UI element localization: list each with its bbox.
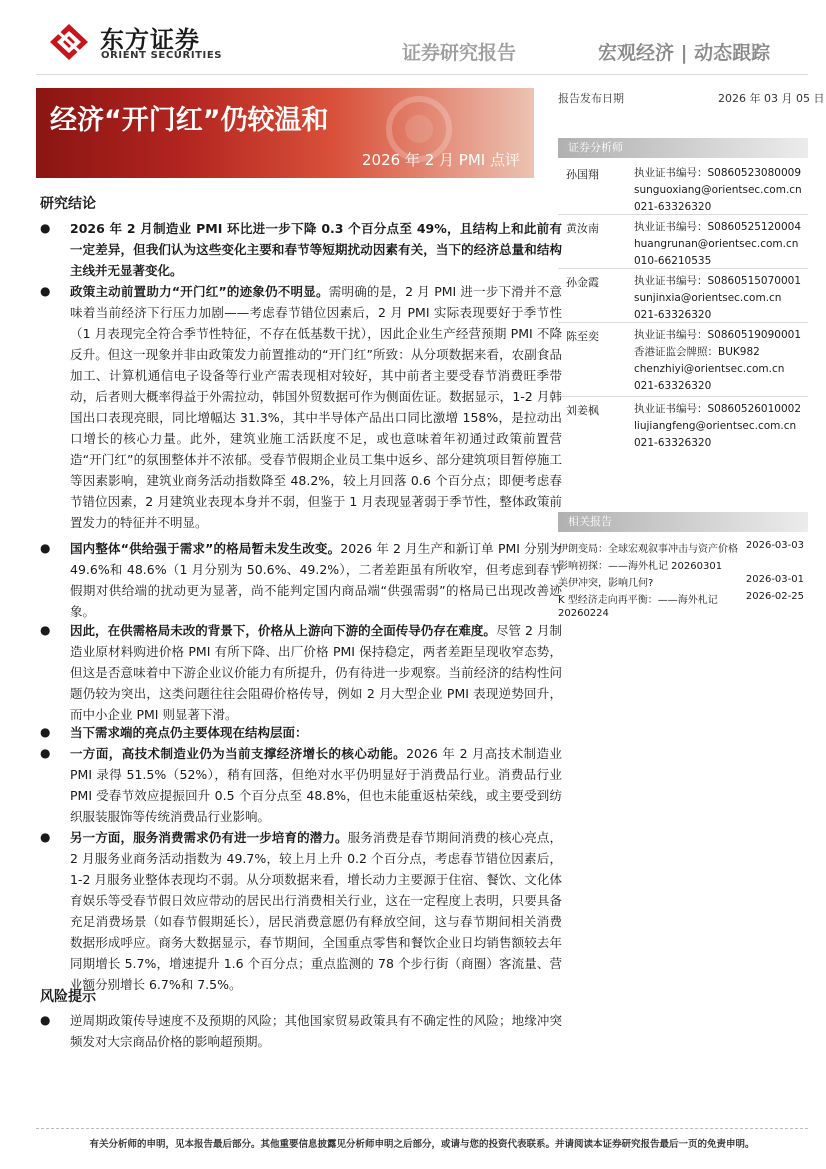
point-bold-text: 国内整体“供给强于需求”的格局暂未发生改变。 xyxy=(70,541,341,556)
conclusion-heading: 研究结论 xyxy=(40,196,96,212)
analyst-license: 执业证书编号：S0860526010002 xyxy=(634,403,802,415)
analyst-divider xyxy=(558,322,808,323)
point-text: 服务消费是春节期间消费的核心亮点，2 月服务业商务活动指数为 49.7%，较上月上升 0.2 个百分点，考虑春节错位因素后，1-2 月服务业整体表现均不弱。从分项数据来看，增长动力主要源于住宿、餐饮、文化体育娱乐等受春节假日效应带动的居民出行消费相关行业，这在一定程度上表明，只要具备充足消费场景（如春节假期延长），居民消费意愿仍有释放空间，这与春节期间相关消费数据形成呼应。商务大数据显示，春节期间，全国重点零售和餐饮企业日均销售额较去年同期增长 5.7%，增速提升 1.6 个百分点；重点监测的 78 个步行街（商圈）客流量、营业额分别增长 6.7%和 7.5%。 xyxy=(70,830,562,992)
risk-text: 逆周期政策传导速度不及预期的风险；其他国家贸易政策具有不确定性的风险；地缘冲突频发对大宗商品价格的影响超预期。 xyxy=(70,1013,562,1049)
analyst-phone: 021-63326320 xyxy=(634,201,712,213)
point-bold-text: 当下需求端的亮点仍主要体现在结构层面： xyxy=(70,725,308,740)
analyst-email[interactable]: liujiangfeng@orientsec.com.cn xyxy=(634,420,797,432)
related-report-title[interactable]: 伊朗变局：全球宏观叙事冲击与资产价格 xyxy=(558,544,738,555)
analyst-section-header xyxy=(558,138,808,158)
related-report-item[interactable] xyxy=(558,540,808,555)
title-banner xyxy=(36,88,534,178)
brand-name-en: ORIENT SECURITIES xyxy=(101,50,223,61)
analyst-email[interactable]: sunguoxiang@orientsec.com.cn xyxy=(634,184,802,196)
related-report-item[interactable] xyxy=(558,591,808,606)
related-report-item[interactable] xyxy=(558,608,808,619)
analyst-name: 黄汝南 xyxy=(566,222,599,235)
point-text: 需明确的是，2 月 PMI 进一步下滑并不意味着当前经济下行压力加剧——考虑春节错位因素后，2 月 PMI 实际表现要好于季节性（1 月表现完全符合季节性特征，不存在低基数干扰），因此企业生产经营预期 PMI 不降反升。但这一现象并非由政策发力前置推动的“开门红”所致：从分项数据来看，农副食品加工、计算机通信电子设备等行业产需表现相对较好，其中前者主要受春节消费旺季带动，后者则大概率得益于外需拉动，韩国外贸数据可作为侧面佐证。数据显示，1-2 月韩国出口表现亮眼，同比增幅达 31.3%，其中半导体产品出口同比激增 158%，是拉动出口增长的核心力量。此外，建筑业施工活跃度不足，或也意味着年初通过政策前置营造“开门红”的氛围整体并不浓郁。受春节假期企业员工集中返乡、部分建筑项目暂停施工等因素影响，建筑业商务活动指数降至 48.2%，较上月回落 0.6 个百分点；即便考虑春节错位因素，2 月建筑业表现本身并不弱，但鉴于 1 月表现显著弱于季节性，整体政策前置发力的特征并不明显。 xyxy=(70,284,562,530)
bullet-icon: ● xyxy=(40,746,51,760)
risk-heading: 风险提示 xyxy=(40,989,96,1005)
section-tag: 宏观经济 | 动态跟踪 xyxy=(598,42,771,64)
report-title: 经济“开门红”仍较温和 xyxy=(50,105,329,136)
related-report-date: 2026-03-03 xyxy=(745,540,804,551)
company-logo xyxy=(48,22,90,62)
analyst-name: 孙金霞 xyxy=(566,276,599,289)
related-report-title[interactable]: 影响初探：——海外札记 20260301 xyxy=(558,561,723,572)
bullet-icon: ● xyxy=(40,221,51,235)
related-header-label: 相关报告 xyxy=(568,515,612,528)
bullet-icon: ● xyxy=(40,284,51,298)
point-text: 2026 年 2 月生产和新订单 PMI 分别为 49.6%和 48.6%（1 月分别为 50.6%、49.2%），二者差距虽有所收窄，但考虑到春节假期对供给端的扰动更为显著，尚不能判定国内商品端“供强需弱”的格局已出现改善迹象。 xyxy=(70,541,562,619)
analyst-license: 执业证书编号：S0860525120004 xyxy=(634,221,802,233)
related-report-item[interactable] xyxy=(558,574,808,589)
analyst-license: 执业证书编号：S0860515070001 xyxy=(634,275,802,287)
analyst-divider xyxy=(558,214,808,215)
analyst-name: 孙国翔 xyxy=(566,168,599,181)
analyst-phone: 021-63326320 xyxy=(634,380,712,392)
footer-disclaimer: 有关分析师的申明，见本报告最后部分。其他重要信息披露见分析师申明之后部分，或请与您的投资代表联系。并请阅读本证券研究报告最后一页的免责申明。 xyxy=(89,1139,755,1150)
point-bold-text: 2026 年 2 月制造业 PMI 环比进一步下降 0.3 个百分点至 49%，且结构上和此前有一定差异，但我们认为这些变化主要和春节等短期扰动因素有关，当下的经济总量和结构主线并无显著变化。 xyxy=(70,221,562,278)
point-bold-text: 另一方面，服务消费需求仍有进一步培育的潜力。 xyxy=(70,830,348,845)
related-report-title[interactable]: K 型经济走向再平衡：——海外札记 xyxy=(558,595,718,606)
analyst-phone: 021-63326320 xyxy=(634,309,712,321)
bullet-icon: ● xyxy=(40,1013,51,1027)
brand-name-cn: 东方证券 xyxy=(100,26,200,54)
analyst-license: 执业证书编号：S0860523080009 xyxy=(634,167,802,179)
report-type: 证券研究报告 xyxy=(402,42,517,64)
footer-divider xyxy=(36,1128,808,1129)
analyst-name: 刘姜枫 xyxy=(566,404,599,417)
bullet-icon: ● xyxy=(40,830,51,844)
analyst-header-label: 证券分析师 xyxy=(568,141,623,154)
analyst-email[interactable]: sunjinxia@orientsec.com.cn xyxy=(634,292,782,304)
analyst-email[interactable]: huangrunan@orientsec.com.cn xyxy=(634,238,799,250)
publish-date: 2026 年 03 月 05 日 xyxy=(718,92,825,105)
header-divider xyxy=(36,74,808,75)
point-text: 2026 年 2 月高技术制造业 PMI 录得 51.5%（52%），稍有回落，但绝对水平仍明显好于消费品行业。消费品行业 PMI 受春节效应提振回升 0.5 个百分点至 48.8%，但也未能重返枯荣线，或主要受到纺织服装服饰等传统消费品行业影响。 xyxy=(70,746,562,824)
analyst-license: 执业证书编号：S0860519090001 xyxy=(634,329,802,341)
related-report-date: 2026-03-01 xyxy=(745,574,804,585)
bullet-icon: ● xyxy=(40,725,51,739)
analyst-phone: 021-63326320 xyxy=(634,437,712,449)
point-text: 尽管 2 月制造业原材料购进价格 PMI 有所下降、出厂价格 PMI 保持稳定，两者差距呈现收窄态势，但这是否意味着中下游企业议价能力有所提升，仍有待进一步观察。当前经济的结构性问题仍较为突出，这类问题往往会阻碍价格传导，例如 2 月大型企业 PMI 表现逆势回升，而中小企业 PMI 则显著下滑。 xyxy=(70,623,562,722)
bullet-icon: ● xyxy=(40,623,51,637)
related-reports-header xyxy=(558,512,808,532)
point-bold-text: 因此，在供需格局未改的背景下，价格从上游向下游的全面传导仍存在难度。 xyxy=(70,623,496,638)
publish-date-label: 报告发布日期 xyxy=(558,92,624,105)
analyst-hk-license: 香港证监会牌照：BUK982 xyxy=(634,346,760,358)
point-bold-text: 政策主动前置助力“开门红”的迹象仍不明显。 xyxy=(70,284,329,299)
analyst-divider xyxy=(558,396,808,397)
related-report-title[interactable]: 美伊冲突，影响几何? xyxy=(558,578,654,589)
analyst-email[interactable]: chenzhiyi@orientsec.com.cn xyxy=(634,363,785,375)
bullet-icon: ● xyxy=(40,541,51,555)
point-bold-text: 一方面，高技术制造业仍为当前支撑经济增长的核心动能。 xyxy=(70,746,407,761)
analyst-divider xyxy=(558,268,808,269)
report-subtitle: 2026 年 2 月 PMI 点评 xyxy=(362,151,520,169)
analyst-name: 陈至奕 xyxy=(566,330,599,343)
related-report-item[interactable] xyxy=(558,557,808,572)
related-report-title[interactable]: 20260224 xyxy=(558,608,609,619)
related-report-date: 2026-02-25 xyxy=(745,591,804,602)
analyst-phone: 010-66210535 xyxy=(634,255,712,267)
